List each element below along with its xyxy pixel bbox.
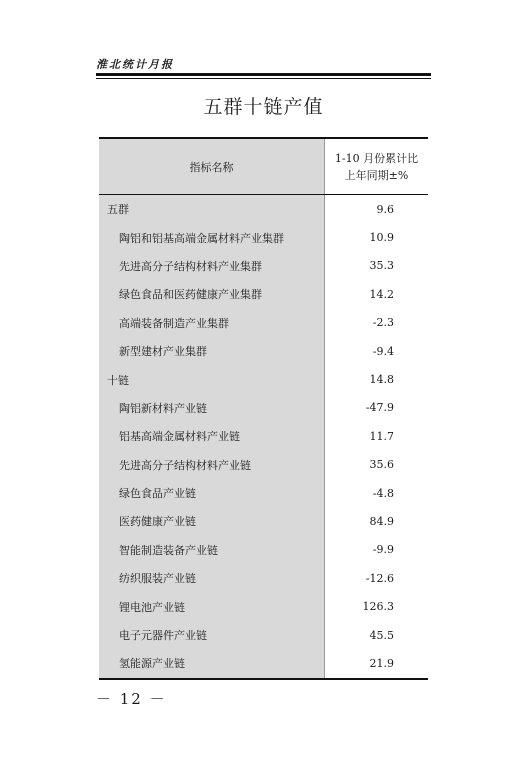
table-row: [99, 365, 428, 393]
row-value: -12.6: [324, 564, 428, 592]
row-name: 氢能源产业链: [99, 649, 324, 677]
header-rule: [96, 73, 431, 76]
table-header: [99, 139, 428, 195]
table-row: [99, 394, 428, 422]
row-name: 先进高分子结构材料产业集群: [99, 252, 324, 280]
row-value: 45.5: [324, 621, 428, 649]
row-name: 陶铝和铝基高端金属材料产业集群: [99, 223, 324, 251]
table-row: [99, 451, 428, 479]
page-number: － 12 －: [96, 690, 167, 708]
row-value: 9.6: [324, 195, 428, 223]
row-name: 绿色食品产业链: [99, 479, 324, 507]
row-value: 35.3: [324, 252, 428, 280]
row-value: -47.9: [324, 394, 428, 422]
column-header-value-line1: 1-10 月份累计比: [334, 151, 419, 165]
column-header-name: 指标名称: [189, 160, 234, 174]
row-name: 锂电池产业链: [99, 592, 324, 620]
publication-header: 淮北统计月报: [96, 58, 174, 71]
table-bottom-rule: [99, 678, 428, 680]
table-row: [99, 195, 428, 223]
data-table: [99, 137, 428, 680]
table-row: [99, 507, 428, 535]
table-row: [99, 649, 428, 677]
row-name: 电子元器件产业链: [99, 621, 324, 649]
row-name: 医药健康产业链: [99, 507, 324, 535]
row-value: 126.3: [324, 592, 428, 620]
table-row: [99, 223, 428, 251]
row-name: 铝基高端金属材料产业链: [99, 422, 324, 450]
table-row: [99, 621, 428, 649]
row-value: 21.9: [324, 649, 428, 677]
table-row: [99, 252, 428, 280]
table-body: [99, 195, 428, 678]
row-name: 五群: [99, 195, 324, 223]
row-value: 14.8: [324, 365, 428, 393]
table-row: [99, 280, 428, 308]
row-name: 绿色食品和医药健康产业集群: [99, 280, 324, 308]
table-row: [99, 536, 428, 564]
table-row: [99, 479, 428, 507]
row-name: 先进高分子结构材料产业链: [99, 451, 324, 479]
row-name: 纺织服装产业链: [99, 564, 324, 592]
row-name: 高端装备制造产业集群: [99, 309, 324, 337]
row-name: 新型建材产业集群: [99, 337, 324, 365]
row-value: 10.9: [324, 223, 428, 251]
row-value: 84.9: [324, 507, 428, 535]
table-row: [99, 592, 428, 620]
column-header-value-line2: 上年同期±%: [344, 168, 409, 182]
column-header-value: [324, 139, 428, 194]
row-value: -9.9: [324, 536, 428, 564]
row-name: 陶铝新材料产业链: [99, 394, 324, 422]
row-value: -4.8: [324, 479, 428, 507]
row-name: 智能制造装备产业链: [99, 536, 324, 564]
page-title: 五群十链产值: [203, 96, 324, 118]
row-value: -9.4: [324, 337, 428, 365]
table-row: [99, 337, 428, 365]
row-value: 14.2: [324, 280, 428, 308]
header-rule-thin: [96, 78, 431, 79]
row-value: 11.7: [324, 422, 428, 450]
row-value: 35.6: [324, 451, 428, 479]
table-row: [99, 309, 428, 337]
table-row: [99, 564, 428, 592]
row-value: -2.3: [324, 309, 428, 337]
table-row: [99, 422, 428, 450]
row-name: 十链: [99, 365, 324, 393]
